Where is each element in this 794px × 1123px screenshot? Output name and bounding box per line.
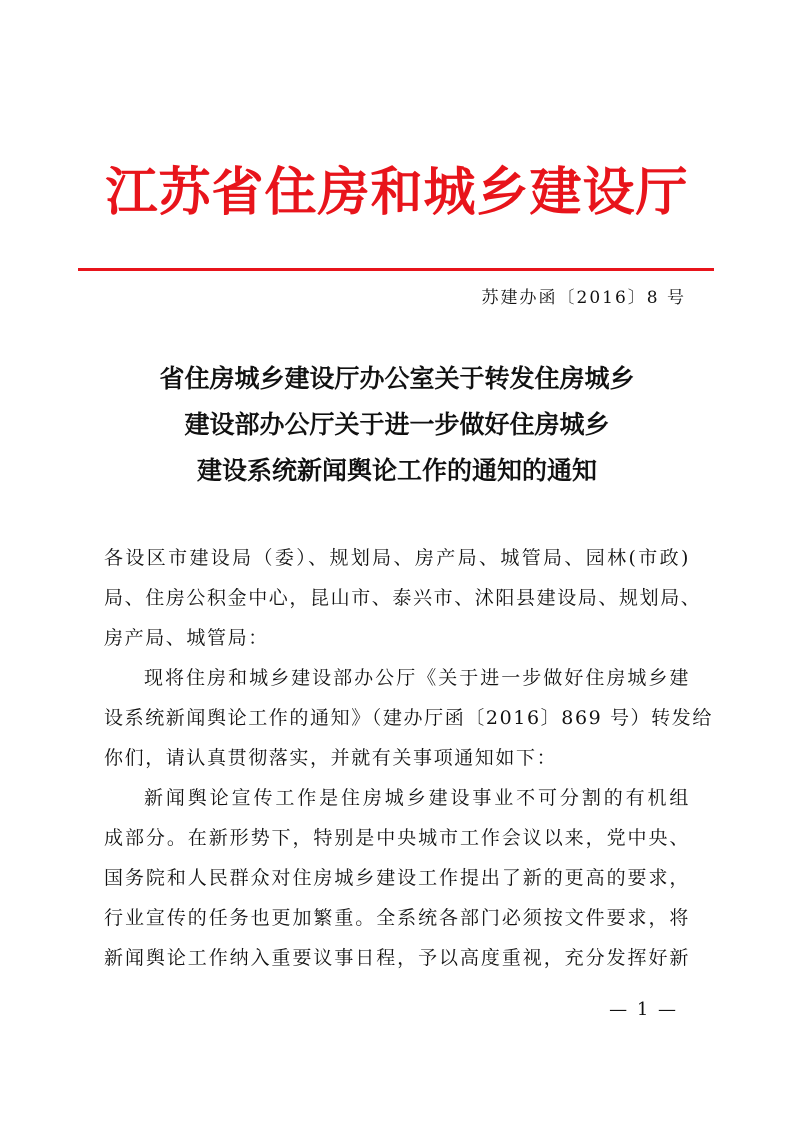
document-title-line-2: 建设部办公厅关于进一步做好住房城乡 (184, 410, 610, 439)
letterhead-red-rule (78, 268, 714, 271)
body-line-7: 新闻舆论宣传工作是住房城乡建设事业不可分割的有机组 (144, 787, 690, 809)
body-line-2: 局、住房公积金中心，昆山市、泰兴市、沭阳县建设局、规划局、 (104, 587, 702, 609)
document-body (104, 538, 713, 978)
body-line-5: 设系统新闻舆论工作的通知》（建办厅函〔2016〕869 号）转发给 (104, 707, 713, 729)
page-number: — 1 — (609, 999, 678, 1020)
body-line-6: 你们，请认真贯彻落实，并就有关事项通知如下： (104, 747, 558, 769)
body-line-9: 国务院和人民群众对住房城乡建设工作提出了新的更高的要求， (104, 867, 690, 889)
body-line-4: 现将住房和城乡建设部办公厅《关于进一步做好住房城乡建 (144, 667, 690, 689)
body-line-3: 房产局、城管局： (104, 627, 269, 649)
agency-letterhead-title: 江苏省住房和城乡建设厅 (105, 162, 689, 223)
body-line-1: 各设区市建设局（委）、规划局、房产局、城管局、园林(市政) (104, 547, 690, 569)
body-line-8: 成部分。在新形势下，特别是中央城市工作会议以来，党中央、 (104, 827, 690, 849)
body-line-10: 行业宣传的任务也更加繁重。全系统各部门必须按文件要求，将 (104, 907, 690, 929)
document-title-line-1: 省住房城乡建设厅办公室关于转发住房城乡 (159, 364, 635, 393)
body-line-11: 新闻舆论工作纳入重要议事日程，予以高度重视，充分发挥好新 (104, 947, 690, 969)
document-title-line-3: 建设系统新闻舆论工作的通知的通知 (196, 456, 597, 485)
document-number: 苏建办函〔2016〕8 号 (481, 288, 686, 308)
document-title (0, 356, 794, 494)
